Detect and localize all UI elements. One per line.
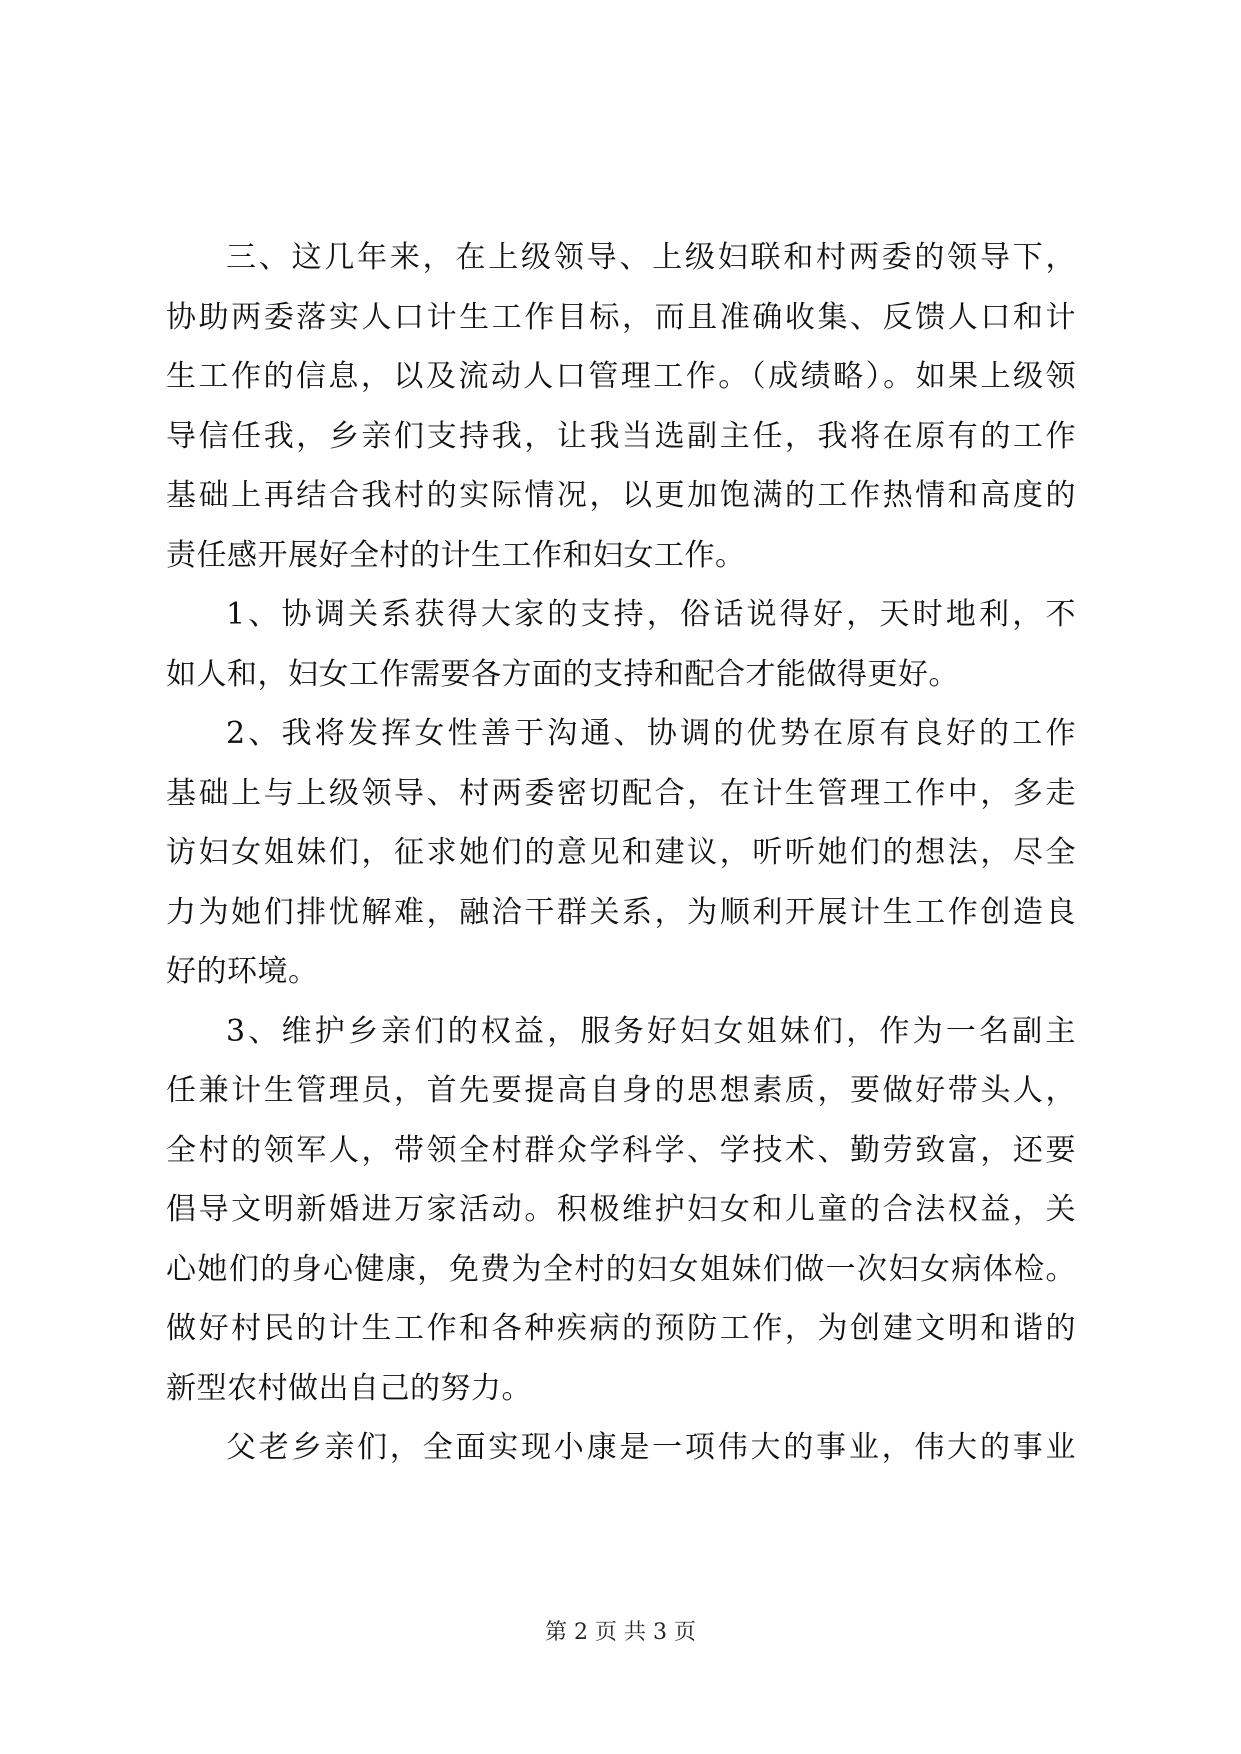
text-line: 心她们的身心健康，免费为全村的妇女姐妹们做一次妇女病体检。 <box>166 1251 1076 1287</box>
text-line: 导信任我，乡亲们支持我，让我当选副主任，我将在原有的工作 <box>166 418 1076 454</box>
text-line: 好的环境。 <box>166 954 319 989</box>
text-line: 基础上与上级领导、村两委密切配合，在计生管理工作中，多走 <box>166 775 1076 811</box>
document-body <box>166 228 1076 1478</box>
page-footer: 第 2 页 共 3 页 <box>545 1620 696 1645</box>
text-line: 三、这几年来，在上级领导、上级妇联和村两委的领导下， <box>226 240 1076 275</box>
text-line: 全村的领军人，带领全村群众学科学、学技术、勤劳致富，还要 <box>166 1132 1076 1168</box>
text-line: 3、维护乡亲们的权益，服务好妇女姐妹们，作为一名副主 <box>226 1013 1076 1049</box>
text-line: 做好村民的计生工作和各种疾病的预防工作，为创建文明和谐的 <box>166 1311 1076 1346</box>
text-line: 协助两委落实人口计生工作目标，而且准确收集、反馈人口和计 <box>166 299 1076 335</box>
text-line: 力为她们排忧解难，融洽干群关系，为顺利开展计生工作创造良 <box>166 894 1076 930</box>
text-line: 2、我将发挥女性善于沟通、协调的优势在原有良好的工作 <box>226 716 1076 751</box>
text-line: 如人和，妇女工作需要各方面的支持和配合才能做得更好。 <box>166 656 959 692</box>
text-line: 父老乡亲们，全面实现小康是一项伟大的事业，伟大的事业 <box>226 1430 1076 1465</box>
text-line: 任兼计生管理员，首先要提高自身的思想素质，要做好带头人， <box>166 1073 1076 1108</box>
text-line: 生工作的信息，以及流动人口管理工作。（成绩略）。如果上级领 <box>166 359 1076 394</box>
text-line: 基础上再结合我村的实际情况，以更加饱满的工作热情和高度的 <box>166 478 1076 513</box>
text-line: 访妇女姐妹们，征求她们的意见和建议，听听她们的想法，尽全 <box>166 835 1076 870</box>
text-line: 倡导文明新婚进万家活动。积极维护妇女和儿童的合法权益，关 <box>166 1192 1076 1227</box>
text-line: 新型农村做出自己的努力。 <box>166 1370 532 1406</box>
text-line: 1、协调关系获得大家的支持，俗话说得好，天时地利，不 <box>226 597 1076 632</box>
text-line: 责任感开展好全村的计生工作和妇女工作。 <box>166 537 746 573</box>
